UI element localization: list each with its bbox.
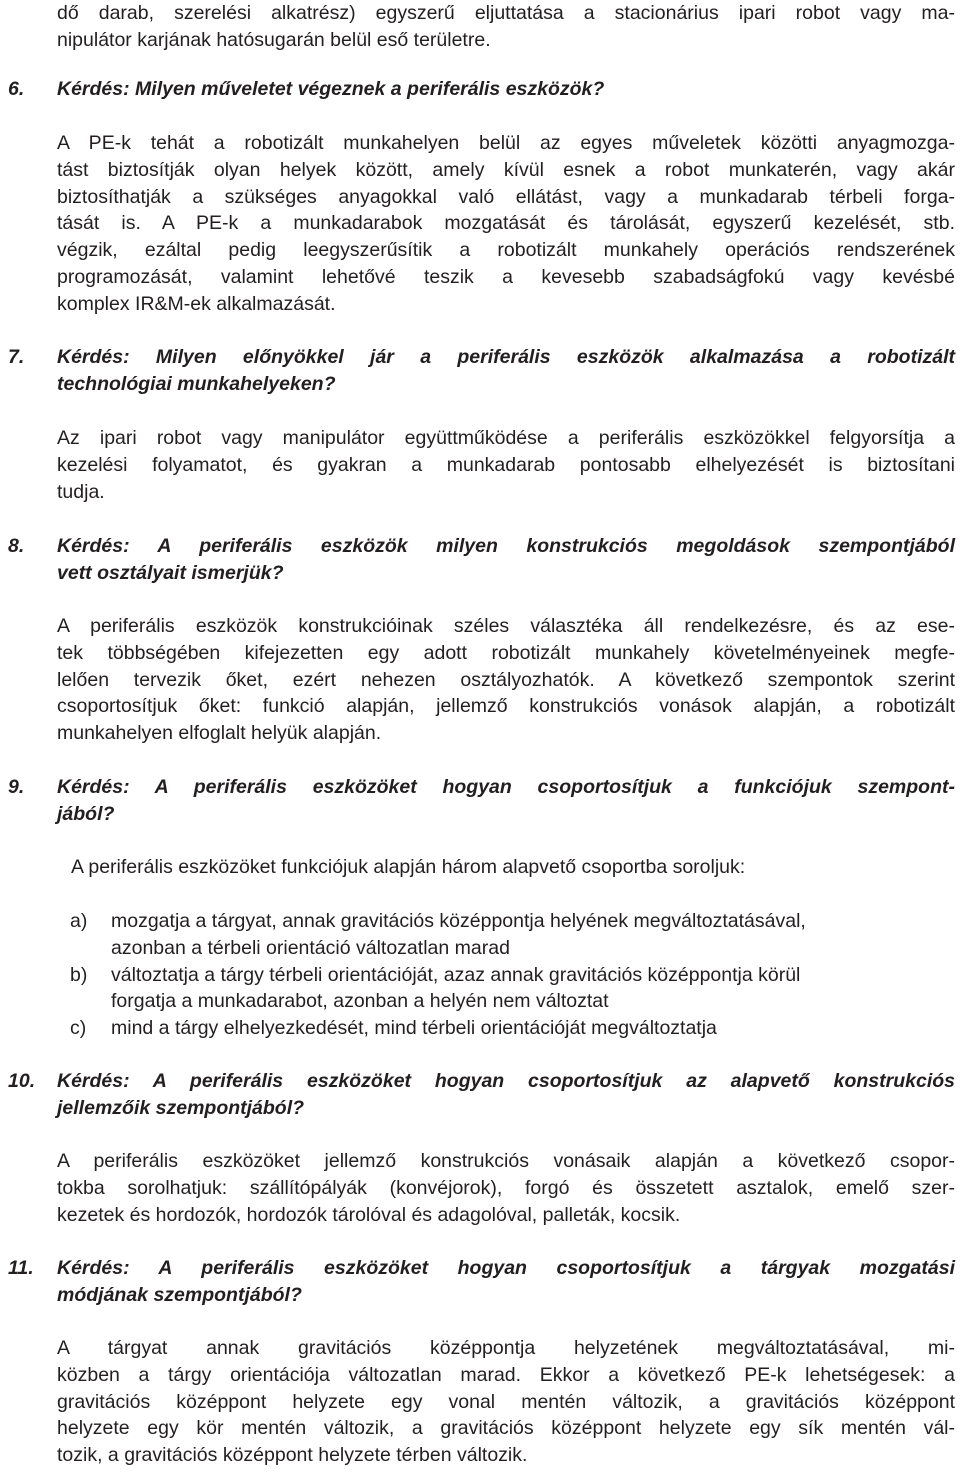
paragraph-line: tását is. A PE-k a munkadarabok mozgatását és tárolását, egyszerű kezelését, stb. <box>57 212 955 235</box>
question-title-line: jellemzőik szempontjából? <box>57 1096 305 1119</box>
list-item-line: mind a tárgy elhelyezkedését, mind térbeli orientációját megváltoztatja <box>111 1017 717 1040</box>
list-item <box>57 962 955 1016</box>
paragraph-line: A PE-k tehát a robotizált munkahelyen belül az egyes műveletek közötti anyagmozga- <box>57 132 955 154</box>
question-title-line: Kérdés: A periferális eszközöket hogyan csoportosítjuk a tárgyak mozgatási <box>57 1257 955 1279</box>
list-item-line: azonban a térbeli orientáció változatlan marad <box>111 936 510 959</box>
list-item <box>57 908 955 962</box>
paragraph-line: tek többségében kifejezetten egy adott robotizált munkahely követelményeinek megfe- <box>57 641 955 664</box>
question-number: 6. <box>8 78 25 100</box>
answer-9-list <box>57 908 955 1042</box>
paragraph-line: tozik, a gravitációs középpont helyzete térben változik. <box>57 1444 528 1467</box>
question-number: 9. <box>8 776 25 798</box>
list-item-line: forgatja a munkadarabot, azonban a helyén nem változtat <box>111 990 609 1013</box>
paragraph-line: nipulátor karjának hatósugarán belül eső területre. <box>57 28 491 51</box>
answer-9-intro <box>71 854 960 881</box>
question-title-line: Kérdés: A periferális eszközöket hogyan csoportosítjuk a funkciójuk szempont- <box>57 776 955 798</box>
paragraph-line: kezelési folyamatot, és gyakran a munkadarab pontosabb elhelyezését is biztosítani <box>57 453 955 476</box>
question-number: 7. <box>8 346 25 368</box>
paragraph-line: gravitációs középpont helyzete egy vonal mentén változik, a gravitációs középpont <box>57 1390 955 1413</box>
question-title-line: vett osztályait ismerjük? <box>57 561 284 584</box>
paragraph-line: helyzete egy kör mentén változik, a gravitációs középpont helyzete egy sík mentén vál- <box>57 1417 955 1440</box>
paragraph-line: A periferális eszközöket funkciójuk alapján három alapvető csoportba soroljuk: <box>71 856 746 878</box>
intro-paragraph <box>57 0 955 54</box>
question-title-line: Kérdés: A periferális eszközöket hogyan csoportosítjuk az alapvető konstrukciós <box>57 1070 955 1092</box>
list-item <box>57 1015 955 1042</box>
paragraph-line: A tárgyat annak gravitációs középpontja helyzetének megváltoztatásával, mi- <box>57 1337 955 1359</box>
list-marker: a) <box>70 910 88 932</box>
question-number: 10. <box>8 1070 36 1092</box>
question-title-line: Kérdés: A periferális eszközök milyen konstrukciós megoldások szempontjából <box>57 535 955 557</box>
paragraph-line: komplex IR&M-ek alkalmazását. <box>57 292 336 315</box>
list-marker: b) <box>70 963 88 986</box>
question-title-line: Kérdés: Milyen műveletet végeznek a periferális eszközök? <box>57 78 605 100</box>
paragraph-line: kezetek és hordozók, hordozók tárolóval és adagolóval, palleták, kocsik. <box>57 1203 681 1226</box>
paragraph-line: végzik, ezáltal pedig leegyszerűsítik a robotizált munkahely operációs rendszerének <box>57 239 955 262</box>
paragraph-line: programozását, valamint lehetővé teszik a kevesebb szabadságfokú vagy kevésbé <box>57 265 955 288</box>
answer-11-paragraph <box>57 1335 955 1469</box>
question-title-line: módjának szempontjából? <box>57 1283 302 1306</box>
question-title-line: Kérdés: Milyen előnyökkel jár a periferális eszközök alkalmazása a robotizált <box>57 346 955 368</box>
question-number: 8. <box>8 535 25 557</box>
list-item-line: változtatja a tárgy térbeli orientációját, azaz annak gravitációs középpontja körül <box>111 963 801 986</box>
answer-6-paragraph <box>57 130 955 318</box>
question-title-line: technológiai munkahelyeken? <box>57 372 336 395</box>
paragraph-line: biztosíthatják a szükséges anyagokkal való ellátást, vagy a munkadarab térbeli forga- <box>57 185 955 208</box>
question-number: 11. <box>8 1257 34 1279</box>
paragraph-line: lelően tervezik őket, ezért nehezen osztályozhatók. A következő szempontok szerint <box>57 668 955 691</box>
paragraph-line: munkahelyen elfoglalt helyük alapján. <box>57 722 382 745</box>
answer-7-paragraph <box>57 425 955 505</box>
paragraph-line: közben a tárgy orientációja változatlan marad. Ekkor a következő PE-k lehetségesek: a <box>57 1363 955 1386</box>
paragraph-line: dő darab, szerelési alkatrész) egyszerű eljuttatása a stacionárius ipari robot vagy ma- <box>57 2 955 24</box>
list-marker: c) <box>70 1017 87 1040</box>
answer-8-paragraph <box>57 613 955 747</box>
list-item-line: mozgatja a tárgyat, annak gravitációs középpontja helyének megváltoztatásával, <box>111 910 806 932</box>
paragraph-line: Az ipari robot vagy manipulátor együttműködése a periferális eszközökkel felgyorsítja a <box>57 427 955 449</box>
paragraph-line: tokba sorolhatjuk: szállítópályák (konvéjorok), forgó és összetett asztalok, emelő szer- <box>57 1176 955 1199</box>
paragraph-line: A periferális eszközöket jellemző konstrukciós vonásaik alapján a következő csopor- <box>57 1150 955 1172</box>
paragraph-line: csoportosítjuk őket: funkció alapján, jellemző konstrukciós vonások alapján, a robotizált <box>57 695 955 718</box>
answer-10-paragraph <box>57 1148 955 1228</box>
paragraph-line: tudja. <box>57 480 105 503</box>
paragraph-line: A periferális eszközök konstrukcióinak széles választéka áll rendelkezésre, és az ese- <box>57 615 955 637</box>
paragraph-line: tást biztosítják olyan helyek között, amely kívül esnek a robot munkaterén, vagy akár <box>57 158 955 181</box>
question-title-line: jából? <box>57 802 115 825</box>
